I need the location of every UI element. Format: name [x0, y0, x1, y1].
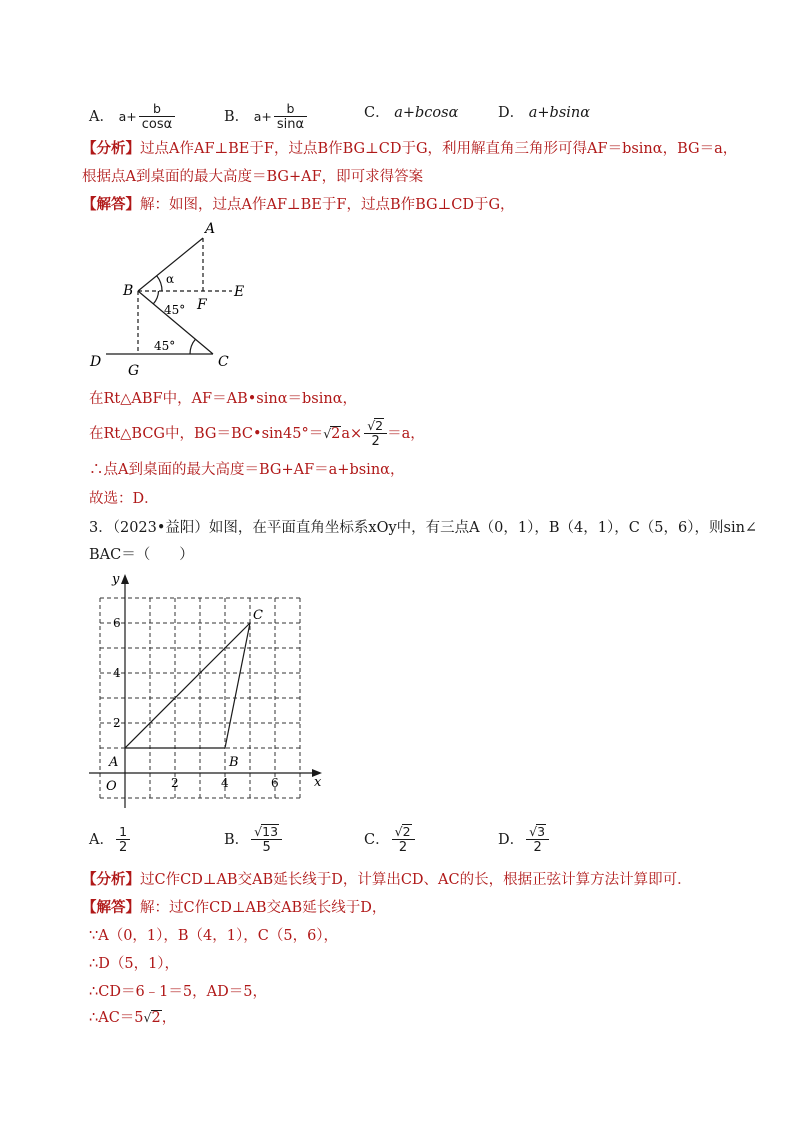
q2-step2-root: 2 [331, 426, 341, 442]
q2-solution-line1: 解：如图，过点A作AF⊥BE于F，过点B作BG⊥CD于G， [140, 197, 515, 213]
q2-option-a [89, 101, 175, 133]
q3-option-c-label: C． [364, 832, 390, 848]
q3-option-a [89, 824, 130, 856]
q3-option-b-fraction: $\frac{√13}{5}$ [251, 824, 282, 856]
q2-option-c [364, 103, 458, 123]
q2-option-a-numerator: b [139, 101, 175, 117]
q2-option-d-text: a+bsinα [528, 105, 591, 121]
point-label-A: A [109, 755, 119, 770]
q3-step5: ∴AC＝5√2， [89, 1010, 177, 1026]
q3-option-b-label: B． [224, 832, 250, 848]
q3-option-d [498, 824, 549, 856]
q2-option-c-text: a+bcosα [394, 105, 459, 121]
angle-45-lower-arc [190, 339, 195, 354]
angle-alpha-arc [157, 276, 162, 291]
q3-option-a-label: A． [89, 832, 114, 848]
q3-step5-root: 2 [151, 1010, 161, 1026]
q3-option-b-denominator: 5 [262, 840, 271, 855]
angle-45-upper-arc [153, 291, 158, 304]
y-axis-arrow [121, 574, 129, 584]
q2-analysis-tag: 【分析】 [82, 140, 140, 157]
q3-option-b-numerator: 13 [262, 824, 279, 839]
q3-analysis-line: 过C作CD⊥AB交AB延长线于D，计算出CD、AC的长，根据正弦计算方法计算即可． [140, 872, 692, 888]
q3-option-b [224, 824, 282, 856]
q3-analysis-tag: 【分析】 [82, 871, 140, 888]
label-angle-45-lower: 45° [154, 339, 176, 353]
q3-option-c-denominator: 2 [398, 840, 408, 855]
x-tick-label: 4 [221, 776, 229, 790]
q2-step2: 在Rt△BCG中，BG＝BC•sin45°＝√2a× $\frac{√2}{2}$ ＝a， [89, 418, 425, 449]
q3-option-d-denominator: 2 [533, 840, 542, 855]
q2-geometry-figure [80, 215, 280, 380]
q2-option-c-label: C． [364, 105, 390, 121]
x-tick-label: 6 [271, 776, 279, 790]
q2-step2-prefix: 在Rt△BCG中，BG＝BC•sin45°＝ [89, 426, 324, 442]
q2-option-d-label: D． [498, 105, 525, 121]
q2-option-b-label: B． [224, 109, 250, 125]
label-F: F [197, 297, 207, 313]
q2-option-d [498, 103, 590, 123]
q2-analysis-line2: 根据点A到桌面的最大高度＝BG+AF，即可求得答案 [82, 169, 424, 185]
q2-option-a-denominator: cosα [141, 117, 173, 132]
q2-option-b [224, 101, 307, 133]
x-tick-label: 2 [171, 776, 179, 790]
q3-option-a-fraction [116, 824, 130, 856]
q3-coordinate-graph [88, 565, 333, 815]
y-tick-label: 6 [113, 616, 121, 630]
q3-option-c-numerator: 2 [402, 824, 411, 839]
grid [100, 598, 300, 798]
q2-option-b-fraction [274, 101, 307, 133]
label-C: C [218, 354, 229, 370]
y-axis-label: y [112, 572, 120, 587]
q3-stem-line2: BAC＝（ ） [89, 547, 194, 563]
q3-analysis [82, 870, 692, 890]
q3-option-d-label: D． [498, 832, 525, 848]
q2-option-b-prefix: a+ [253, 109, 272, 124]
segment-BC [225, 623, 250, 748]
q3-solution-line1: 解：过C作CD⊥AB交AB延长线于D， [140, 900, 387, 916]
label-A: A [205, 221, 216, 237]
q2-step2-fraction: $\frac{√2}{2}$ [364, 418, 387, 450]
q2-analysis [82, 139, 737, 159]
q3-step5-prefix: ∴AC＝5 [89, 1010, 144, 1026]
origin-label: O [106, 779, 117, 794]
point-label-C: C [253, 608, 263, 623]
q2-analysis-line1: 过点A作AF⊥BE于F，过点B作BG⊥CD于G，利用解直角三角形可得AF＝bsinα，BG＝a， [140, 141, 738, 157]
q3-step4: ∴CD＝6﹣1＝5，AD＝5， [89, 984, 267, 1000]
q3-step5-suffix: ， [161, 1010, 177, 1026]
segment-CA [125, 623, 250, 748]
q3-stem-line1: 3．（2023•益阳）如图，在平面直角坐标系xOy中，有三点A（0，1），B（4，1），C（5，6），则sin∠ [89, 520, 758, 536]
y-tick-label: 4 [113, 666, 121, 680]
q3-solution-tag: 【解答】 [82, 899, 140, 916]
label-G: G [128, 363, 140, 379]
x-axis-label: x [314, 775, 322, 790]
label-E: E [234, 284, 245, 300]
q2-option-a-prefix: a+ [118, 109, 137, 124]
q3-step3: ∴D（5，1）， [89, 956, 180, 972]
q3-option-c-fraction: $\frac{√2}{2}$ [392, 824, 415, 856]
q2-step2-fraction-num: 2 [375, 418, 384, 433]
q2-option-b-numerator: b [274, 101, 307, 117]
label-alpha: α [166, 272, 175, 286]
q2-step3: ∴点A到桌面的最大高度＝BG+AF＝a+bsinα， [89, 462, 405, 478]
q2-step1: 在Rt△ABF中，AF＝AB•sinα＝bsinα， [89, 391, 357, 407]
q3-option-d-numerator: 3 [537, 824, 546, 839]
q2-option-a-label: A． [89, 109, 114, 125]
q3-option-d-fraction: $\frac{√3}{2}$ [526, 824, 549, 856]
q2-step2-middle: a× [341, 426, 363, 442]
y-tick-label: 2 [113, 716, 121, 730]
label-angle-45-upper: 45° [164, 303, 186, 317]
q2-step2-fraction-den: 2 [371, 434, 380, 449]
q2-step2-suffix: ＝a， [387, 426, 425, 442]
q2-option-b-denominator: sinα [276, 117, 305, 132]
q2-solution-tag: 【解答】 [82, 196, 140, 213]
q2-step4: 故选：D． [89, 491, 159, 507]
q3-option-c [364, 824, 415, 856]
label-B: B [123, 283, 134, 299]
label-D: D [90, 354, 102, 370]
q3-solution [82, 898, 386, 918]
q3-step2: ∵A（0，1），B（4，1），C（5，6）， [89, 928, 339, 944]
q2-option-a-fraction [139, 101, 175, 133]
point-label-B: B [229, 755, 239, 770]
q3-option-a-denominator: 2 [118, 840, 128, 855]
q2-solution [82, 195, 515, 215]
q3-option-a-numerator: 1 [116, 824, 130, 840]
